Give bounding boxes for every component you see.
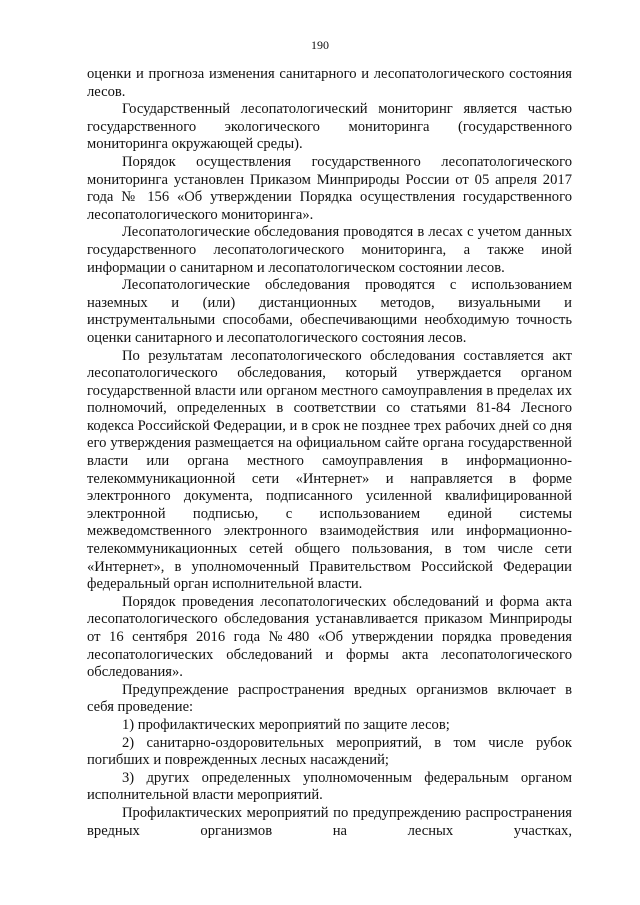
paragraph: оценки и прогноза изменения санитарного и лесопатологического состояния лесов. — [87, 66, 572, 100]
paragraph: Лесопатологические обследования проводятся в лесах с учетом данных государственного лесопатологического мониторинга, а также иной информации о санитарном и лесопатологическом состоянии лесов. — [87, 224, 572, 276]
list-item: 3) других определенных уполномоченным федеральным органом исполнительной власти мероприятий. — [87, 769, 572, 804]
paragraph: Профилактических мероприятий по предупреждению распространения вредных организмов на лесных участках, — [87, 804, 572, 839]
paragraph: Предупреждение распространения вредных организмов включает в себя проведение: — [87, 681, 572, 716]
document-body — [87, 66, 572, 840]
paragraph: Государственный лесопатологический мониторинг является частью государственного экологического мониторинга (государственного мониторинга окружающей среды). — [87, 101, 572, 153]
list-item: 1) профилактических мероприятий по защите лесов; — [122, 716, 450, 733]
paragraph: Порядок проведения лесопатологических обследований и форма акта лесопатологического обследования устанавливается приказом Минприроды от 16 сентября 2016 года №480 «Об утверждении порядка проведения лесопатологических обследований и формы акта лесопатологического обследования». — [87, 593, 572, 681]
list-item: 2) санитарно-оздоровительных мероприятий, в том числе рубок погибших и поврежденных лесных насаждений; — [87, 734, 572, 769]
page-number: 190 — [311, 38, 329, 52]
paragraph: По результатам лесопатологического обследования составляется акт лесопатологического обследования, который утверждается органом государственной власти или органом местного самоуправления в пределах их полномочий, определенных в соответствии со статьями 81-84 Лесного кодекса Российской Федерации, и в срок не позднее трех рабочих дней со дня его утверждения размещается на официальном сайте органа государственной власти или органа местного самоуправления в информационно-телекоммуникационной сети «Интернет» и направляется в форме электронного документа, подписанного усиленной квалифицированной электронной подписью, с использованием единой системы межведомственного электронного взаимодействия или информационно-телекоммуникационных сетей общего пользования, в том числе сети «Интернет», в уполномоченный Правительством Российской Федерации федеральный орган исполнительной власти. — [87, 347, 572, 593]
paragraph: Лесопатологические обследования проводятся с использованием наземных и (или) дистанционных методов, визуальными и инструментальными способами, обеспечивающими необходимую точность оценки санитарного и лесопатологического состояния лесов. — [87, 277, 572, 346]
paragraph: Порядок осуществления государственного лесопатологического мониторинга установлен Приказом Минприроды России от 05 апреля 2017 года № 156 «Об утверждении Порядка осуществления государственного лесопатологического мониторинга». — [87, 153, 572, 223]
